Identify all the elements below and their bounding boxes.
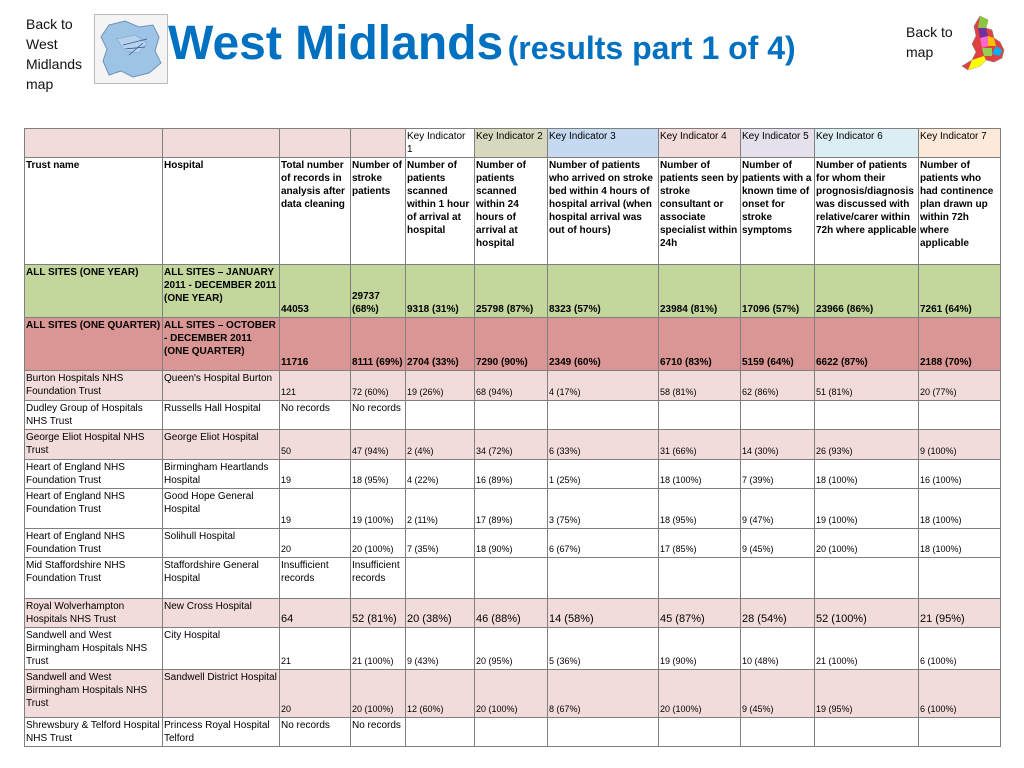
table-row xyxy=(25,558,1001,599)
value-cell: 5 (36%) xyxy=(548,628,659,670)
header-hospital: Hospital xyxy=(163,158,280,265)
hospital-cell: Sandwell District Hospital xyxy=(163,670,280,718)
key-indicator-2: Key Indicator 2 xyxy=(475,129,548,158)
value-cell xyxy=(815,558,919,599)
header-scanned-24h: Number of patients scanned within 24 hours of arrival at hospital xyxy=(475,158,548,265)
value-cell: 7 (35%) xyxy=(406,529,475,558)
value-cell: 14 (58%) xyxy=(548,599,659,628)
hospital-cell: George Eliot Hospital xyxy=(163,430,280,460)
hospital-cell: Queen's Hospital Burton xyxy=(163,371,280,401)
key-indicator-1: Key Indicator 1 xyxy=(406,129,475,158)
value-cell: 19 (100%) xyxy=(815,489,919,529)
table-row xyxy=(25,371,1001,401)
value-cell: 2 (4%) xyxy=(406,430,475,460)
table-row xyxy=(25,460,1001,489)
blank-cell xyxy=(25,129,163,158)
all-sites-year-row xyxy=(25,265,1001,318)
header-known-onset: Number of patients with a known time of onset for stroke symptoms xyxy=(741,158,815,265)
trust-name-cell: ALL SITES (ONE QUARTER) xyxy=(25,318,163,371)
value-cell: 62 (86%) xyxy=(741,371,815,401)
value-cell: 4 (17%) xyxy=(548,371,659,401)
value-cell: 20 (100%) xyxy=(815,529,919,558)
value-cell: 16 (89%) xyxy=(475,460,548,489)
value-cell: 9 (100%) xyxy=(919,430,1001,460)
value-cell: 52 (100%) xyxy=(815,599,919,628)
value-cell: 20 (38%) xyxy=(406,599,475,628)
value-cell: 9 (45%) xyxy=(741,529,815,558)
value-cell: 7290 (90%) xyxy=(475,318,548,371)
table-row xyxy=(25,489,1001,529)
blank-cell xyxy=(280,129,351,158)
value-cell xyxy=(475,718,548,747)
value-cell: 18 (100%) xyxy=(659,460,741,489)
value-cell: 14 (30%) xyxy=(741,430,815,460)
value-cell: 58 (81%) xyxy=(659,371,741,401)
value-cell: 18 (100%) xyxy=(815,460,919,489)
value-cell: 31 (66%) xyxy=(659,430,741,460)
value-cell: Insufficient records xyxy=(280,558,351,599)
trust-name-cell: Heart of England NHS Foundation Trust xyxy=(25,460,163,489)
value-cell: 46 (88%) xyxy=(475,599,548,628)
value-cell: 25798 (87%) xyxy=(475,265,548,318)
value-cell xyxy=(919,718,1001,747)
header-total-records: Total number of records in analysis after data cleaning xyxy=(280,158,351,265)
key-indicator-3: Key Indicator 3 xyxy=(548,129,659,158)
value-cell: 11716 xyxy=(280,318,351,371)
value-cell: 2188 (70%) xyxy=(919,318,1001,371)
value-cell: 21 xyxy=(280,628,351,670)
table-row xyxy=(25,718,1001,747)
value-cell: 5159 (64%) xyxy=(741,318,815,371)
value-cell xyxy=(548,718,659,747)
value-cell xyxy=(815,401,919,430)
table-row xyxy=(25,401,1001,430)
value-cell xyxy=(919,558,1001,599)
value-cell: 50 xyxy=(280,430,351,460)
value-cell: 20 (100%) xyxy=(475,670,548,718)
page-title-sub: (results part 1 of 4) xyxy=(507,30,796,66)
key-indicator-row xyxy=(25,129,1001,158)
value-cell: 16 (100%) xyxy=(919,460,1001,489)
value-cell: 6 (67%) xyxy=(548,529,659,558)
value-cell: 9 (43%) xyxy=(406,628,475,670)
value-cell: 44053 xyxy=(280,265,351,318)
value-cell: 72 (60%) xyxy=(351,371,406,401)
value-cell xyxy=(659,718,741,747)
trust-name-cell: Heart of England NHS Foundation Trust xyxy=(25,529,163,558)
trust-name-cell: Sandwell and West Birmingham Hospitals NHS Trust xyxy=(25,670,163,718)
value-cell: 1 (25%) xyxy=(548,460,659,489)
back-to-region-map-link[interactable]: Back to West Midlands map xyxy=(26,16,83,92)
back-to-map-link[interactable]: Back to map xyxy=(906,24,953,60)
column-header-row xyxy=(25,158,1001,265)
value-cell xyxy=(741,401,815,430)
value-cell: No records xyxy=(351,718,406,747)
value-cell: 19 (95%) xyxy=(815,670,919,718)
value-cell: 64 xyxy=(280,599,351,628)
blank-cell xyxy=(351,129,406,158)
value-cell xyxy=(815,718,919,747)
value-cell: 18 (100%) xyxy=(919,489,1001,529)
trust-name-cell: George Eliot Hospital NHS Trust xyxy=(25,430,163,460)
value-cell: 8111 (69%) xyxy=(351,318,406,371)
value-cell xyxy=(548,401,659,430)
value-cell: 12 (60%) xyxy=(406,670,475,718)
england-map-thumbnail[interactable] xyxy=(960,14,1010,72)
value-cell: 7 (39%) xyxy=(741,460,815,489)
value-cell: 6 (100%) xyxy=(919,628,1001,670)
blank-cell xyxy=(163,129,280,158)
value-cell xyxy=(406,718,475,747)
trust-name-cell: Burton Hospitals NHS Foundation Trust xyxy=(25,371,163,401)
value-cell: 21 (100%) xyxy=(815,628,919,670)
value-cell: 17096 (57%) xyxy=(741,265,815,318)
value-cell: 18 (95%) xyxy=(351,460,406,489)
value-cell: 2 (11%) xyxy=(406,489,475,529)
value-cell: 2704 (33%) xyxy=(406,318,475,371)
value-cell: 9318 (31%) xyxy=(406,265,475,318)
value-cell: 8323 (57%) xyxy=(548,265,659,318)
value-cell xyxy=(741,718,815,747)
table-row xyxy=(25,670,1001,718)
value-cell xyxy=(741,558,815,599)
value-cell: 9 (45%) xyxy=(741,670,815,718)
value-cell: 7261 (64%) xyxy=(919,265,1001,318)
trust-name-cell: Royal Wolverhampton Hospitals NHS Trust xyxy=(25,599,163,628)
value-cell: 18 (100%) xyxy=(919,529,1001,558)
value-cell: 9 (47%) xyxy=(741,489,815,529)
value-cell: 6 (33%) xyxy=(548,430,659,460)
key-indicator-4: Key Indicator 4 xyxy=(659,129,741,158)
header-stroke-bed-4h: Number of patients who arrived on stroke bed within 4 hours of hospital arrival (when hospital arrival was out of hours) xyxy=(548,158,659,265)
table-row xyxy=(25,628,1001,670)
value-cell: 21 (100%) xyxy=(351,628,406,670)
hospital-cell: Birmingham Heartlands Hospital xyxy=(163,460,280,489)
value-cell: 8 (67%) xyxy=(548,670,659,718)
value-cell: 21 (95%) xyxy=(919,599,1001,628)
value-cell: 23984 (81%) xyxy=(659,265,741,318)
page-title xyxy=(168,16,796,71)
value-cell xyxy=(659,401,741,430)
value-cell: 51 (81%) xyxy=(815,371,919,401)
hospital-cell: Staffordshire General Hospital xyxy=(163,558,280,599)
trust-name-cell: Sandwell and West Birmingham Hospitals NHS Trust xyxy=(25,628,163,670)
hospital-cell: Princess Royal Hospital Telford xyxy=(163,718,280,747)
value-cell: 23966 (86%) xyxy=(815,265,919,318)
header-prognosis-discussed: Number of patients for whom their prognosis/diagnosis was discussed with relative/carer within 72h where applicable xyxy=(815,158,919,265)
trust-name-cell: Shrewsbury & Telford Hospital NHS Trust xyxy=(25,718,163,747)
value-cell: 45 (87%) xyxy=(659,599,741,628)
value-cell: 6622 (87%) xyxy=(815,318,919,371)
value-cell: 28 (54%) xyxy=(741,599,815,628)
value-cell: 68 (94%) xyxy=(475,371,548,401)
value-cell: 20 (77%) xyxy=(919,371,1001,401)
header-trust-name: Trust name xyxy=(25,158,163,265)
hospital-cell: ALL SITES – OCTOBER - DECEMBER 2011 (ONE QUARTER) xyxy=(163,318,280,371)
header-continence-plan: Number of patients who had continence plan drawn up within 72h where applicable xyxy=(919,158,1001,265)
value-cell: 6 (100%) xyxy=(919,670,1001,718)
value-cell: 121 xyxy=(280,371,351,401)
value-cell: 20 (100%) xyxy=(351,529,406,558)
value-cell xyxy=(659,558,741,599)
value-cell: 29737 (68%) xyxy=(351,265,406,318)
value-cell: 26 (93%) xyxy=(815,430,919,460)
hospital-cell: Good Hope General Hospital xyxy=(163,489,280,529)
value-cell: 17 (85%) xyxy=(659,529,741,558)
hospital-cell: New Cross Hospital xyxy=(163,599,280,628)
trust-name-cell: Heart of England NHS Foundation Trust xyxy=(25,489,163,529)
value-cell: 10 (48%) xyxy=(741,628,815,670)
value-cell: 6710 (83%) xyxy=(659,318,741,371)
value-cell: 2349 (60%) xyxy=(548,318,659,371)
value-cell: 4 (22%) xyxy=(406,460,475,489)
west-midlands-map-icon xyxy=(95,15,167,83)
value-cell xyxy=(406,558,475,599)
value-cell: No records xyxy=(351,401,406,430)
value-cell: 20 xyxy=(280,529,351,558)
hospital-cell: Solihull Hospital xyxy=(163,529,280,558)
hospital-cell: City Hospital xyxy=(163,628,280,670)
results-table xyxy=(24,128,1001,747)
value-cell: 17 (89%) xyxy=(475,489,548,529)
value-cell: 19 (90%) xyxy=(659,628,741,670)
hospital-cell: Russells Hall Hospital xyxy=(163,401,280,430)
value-cell xyxy=(406,401,475,430)
value-cell: 34 (72%) xyxy=(475,430,548,460)
table-row xyxy=(25,529,1001,558)
value-cell xyxy=(475,401,548,430)
page-title-main: West Midlands xyxy=(168,17,504,70)
hospital-cell: ALL SITES – JANUARY 2011 - DECEMBER 2011 (ONE YEAR) xyxy=(163,265,280,318)
trust-name-cell: Dudley Group of Hospitals NHS Trust xyxy=(25,401,163,430)
value-cell: 19 xyxy=(280,460,351,489)
value-cell xyxy=(475,558,548,599)
key-indicator-5: Key Indicator 5 xyxy=(741,129,815,158)
table-row xyxy=(25,430,1001,460)
value-cell: No records xyxy=(280,401,351,430)
value-cell: 3 (75%) xyxy=(548,489,659,529)
key-indicator-7: Key Indicator 7 xyxy=(919,129,1001,158)
value-cell: 19 (26%) xyxy=(406,371,475,401)
header-stroke-patients: Number of stroke patients xyxy=(351,158,406,265)
all-sites-quarter-row xyxy=(25,318,1001,371)
value-cell: Insufficient records xyxy=(351,558,406,599)
trust-name-cell: ALL SITES (ONE YEAR) xyxy=(25,265,163,318)
value-cell: 20 (100%) xyxy=(659,670,741,718)
value-cell: 19 xyxy=(280,489,351,529)
value-cell xyxy=(548,558,659,599)
key-indicator-6: Key Indicator 6 xyxy=(815,129,919,158)
england-regions-map-icon xyxy=(960,14,1010,72)
value-cell: 20 (95%) xyxy=(475,628,548,670)
value-cell xyxy=(919,401,1001,430)
value-cell: 47 (94%) xyxy=(351,430,406,460)
value-cell: 19 (100%) xyxy=(351,489,406,529)
west-midlands-map-thumbnail[interactable] xyxy=(94,14,168,84)
value-cell: 18 (95%) xyxy=(659,489,741,529)
header-consultant-24h: Number of patients seen by stroke consultant or associate specialist within 24h xyxy=(659,158,741,265)
header-scanned-1h: Number of patients scanned within 1 hour of arrival at hospital xyxy=(406,158,475,265)
value-cell: No records xyxy=(280,718,351,747)
table-row xyxy=(25,599,1001,628)
value-cell: 20 (100%) xyxy=(351,670,406,718)
value-cell: 52 (81%) xyxy=(351,599,406,628)
trust-name-cell: Mid Staffordshire NHS Foundation Trust xyxy=(25,558,163,599)
value-cell: 18 (90%) xyxy=(475,529,548,558)
value-cell: 20 xyxy=(280,670,351,718)
